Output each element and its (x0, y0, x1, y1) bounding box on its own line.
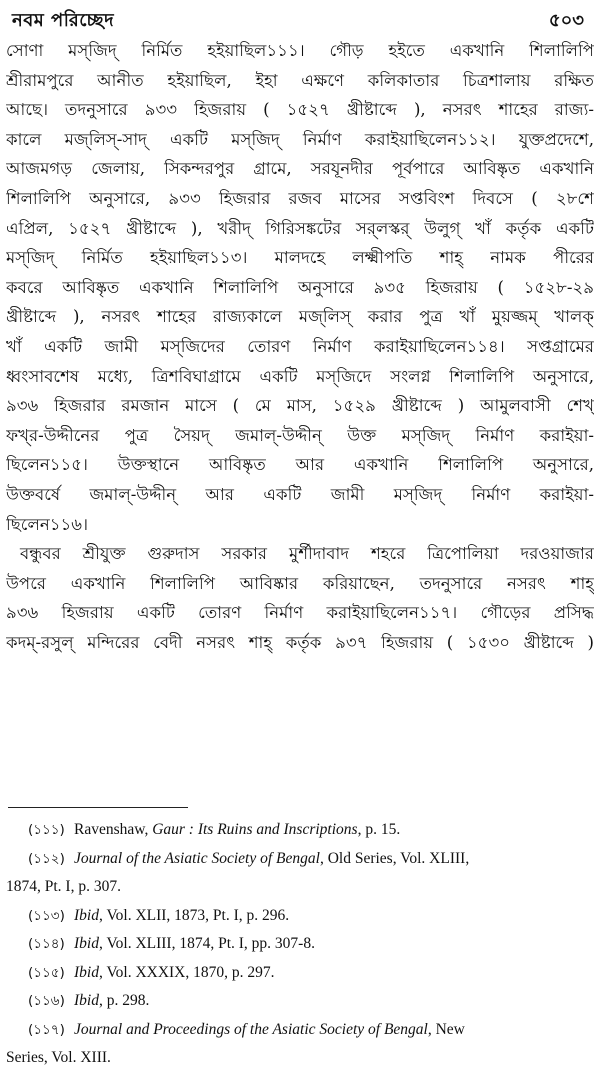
running-header (6, 0, 594, 34)
text-line: কবরে আবিষ্কৃত একখানি শিলালিপি অনুসারে ৯৩৫ হিজরায় ( ১৫২৮-২৯ (6, 277, 594, 297)
text-line: মস্‌জিদ্‌ নির্মিত হইয়াছিল১১৩। মালদহে লক্ষ্মীপতি শাহ্‌ নামক পীরের (6, 248, 594, 268)
footnote-title: Journal of the Asiatic Society of Bengal (74, 849, 320, 867)
footnote-title: Gaur : Its Ruins and Inscriptions (152, 821, 358, 838)
text-line: কদম্‌-রসুল্‌ মন্দিরের বেদী নসরৎ শাহ্‌ কর্তৃক ৯৩৭ হিজরায় ( ১৫৩০ খ্রীষ্টাব্দে ) (6, 632, 594, 652)
page-number: ৫০৩ (548, 10, 584, 31)
text-line: খ্রীষ্টাব্দে ), নসরৎ শাহের রাজ্যকালে মজ্‌লিস্‌ করার পুত্র খাঁ মুয়জ্জম্‌ খালক্‌ (6, 307, 594, 327)
text-line: আজমগড় জেলায়, সিকন্দরপুর গ্রামে, সরযূনদীর পূর্বপারে আবিষ্কৃত একখানি (6, 159, 594, 179)
footnote-number: (১১৩) (28, 907, 65, 924)
text-line: সোণা মস্‌জিদ্‌ নির্মিত হইয়াছিল১১১। গৌড় হইতে একখানি শিলালিপি (6, 41, 594, 60)
text-line: ধ্বংসাবশেষ মধ্যে, ত্রিশবিঘাগ্রামে একটি মস্‌জিদে সংলগ্ন শিলালিপি অনুসারে, (6, 366, 594, 386)
footnote-text: , Vol. XLIII, 1874, Pt. I, pp. 307-8. (98, 935, 315, 952)
footnote (6, 930, 594, 959)
footnote-title: Journal and Proceedings of the Asiatic Society of Bengal (74, 1020, 428, 1038)
main-text (6, 36, 594, 657)
footnote-text: Series, Vol. XIII. (6, 1049, 111, 1066)
footnote-title: Ibid (74, 935, 99, 952)
text-line: ফখ্‌র-উদ্দীনের পুত্র সৈয়দ্‌ জমাল্‌-উদ্দীন্‌ উক্ত মস্‌জিদ্‌ নির্মাণ করাইয়া- (6, 425, 594, 445)
text-line: শ্রীরামপুরে আনীত হইয়াছিল, ইহা এক্ষণে কলিকাতার চিত্রশালায় রক্ষিত (6, 70, 594, 90)
footnote (6, 902, 594, 931)
text-line: ৯৩৬ হিজরায় একটি তোরণ নির্মাণ করাইয়াছিলেন১১৭। গৌড়ের প্রসিদ্ধ (6, 603, 594, 623)
footnote-text: , p. 298. (98, 992, 150, 1009)
footnote-text: 1874, Pt. I, p. 307. (6, 878, 121, 895)
text-line: আছে। তদনুসারে ৯৩৩ হিজরায় ( ১৫২৭ খ্রীষ্টাব্দে ), নসরৎ শাহের রাজ্য- (6, 100, 594, 120)
text-line: ছিলেন১১৫। উক্তস্থানে আবিষ্কৃত আর একখানি শিলালিপি অনুসারে, (6, 455, 594, 475)
footnote-number: (১১৬) (28, 993, 65, 1009)
text-line: শিলালিপি অনুসারে, ৯৩৩ হিজরার রজব মাসের সপ্তবিংশ দিবসে ( ২৮শে (6, 188, 594, 208)
footnote (6, 845, 594, 874)
footnote-text: , Vol. XLII, 1873, Pt. I, p. 296. (98, 906, 290, 924)
footnote-number: (১১৫) (28, 964, 65, 981)
paragraph-start-line: বন্ধুবর শ্রীযুক্ত গুরুদাস সরকার মুর্শীদাবাদ শহরে ত্রিপোলিয়া দরওয়াজার (20, 544, 594, 564)
text-line: এপ্রিল, ১৫২৭ খ্রীষ্টাব্দে ), খরীদ্‌ গিরিসঙ্কটের সর্‌লস্কর্‌ উলুগ্‌ খাঁ কর্তৃক একটি (6, 218, 594, 238)
footnote-title: Ibid (74, 906, 99, 924)
text-line: ৯৩৬ হিজরার রমজান মাসে ( মে মাস, ১৫২৯ খ্রীষ্টাব্দে ) আমুলবাসী শেখ্‌ (6, 396, 594, 416)
footnote-text: , Old Series, Vol. XLIII, (319, 849, 470, 867)
footnote (6, 816, 594, 845)
footnote-title: Ibid (74, 992, 99, 1009)
text-line: ছিলেন১১৬। (6, 514, 88, 534)
text-line: উপরে একখানি শিলালিপি আবিষ্কার করিয়াছেন, তদনুসারে নসরৎ শাহ্‌ (6, 573, 594, 593)
footnote (6, 1016, 594, 1045)
footnotes (6, 816, 594, 1073)
text-line: উক্তবর্ষে জমাল্‌-উদ্দীন্‌ আর একটি জামী মস্‌জিদ্‌ নির্মাণ করাইয়া- (6, 484, 594, 504)
footnote-title: Ibid (74, 963, 99, 981)
footnote-continuation (6, 873, 594, 902)
chapter-title: নবম পরিচ্ছেদ (12, 10, 115, 31)
footnote-continuation (6, 1044, 594, 1073)
footnote-number: (১১১) (28, 822, 65, 838)
footnote-number: (১১২) (28, 850, 65, 867)
footnote-divider (8, 807, 188, 808)
footnote-number: (১১৭) (28, 1021, 65, 1038)
footnote (6, 959, 594, 988)
footnote-text: , Vol. XXXIX, 1870, p. 297. (98, 963, 275, 981)
footnote (6, 987, 594, 1016)
text-line: খাঁ একটি জামী মস্‌জিদের তোরণ নির্মাণ করাইয়াছিলেন১১৪। সপ্তগ্রামের (6, 336, 594, 356)
text-line: কালে মজ্‌লিস্‌-সাদ্‌ একটি মস্‌জিদ্‌ নির্মাণ করাইয়াছিলেন১১২। যুক্তপ্রদেশে, (6, 129, 594, 149)
footnote-text: , New (427, 1020, 465, 1038)
footnote-number: (১১৪) (28, 936, 65, 952)
footnote-text: Ravenshaw, (74, 821, 153, 838)
footnote-text: , p. 15. (357, 821, 401, 838)
